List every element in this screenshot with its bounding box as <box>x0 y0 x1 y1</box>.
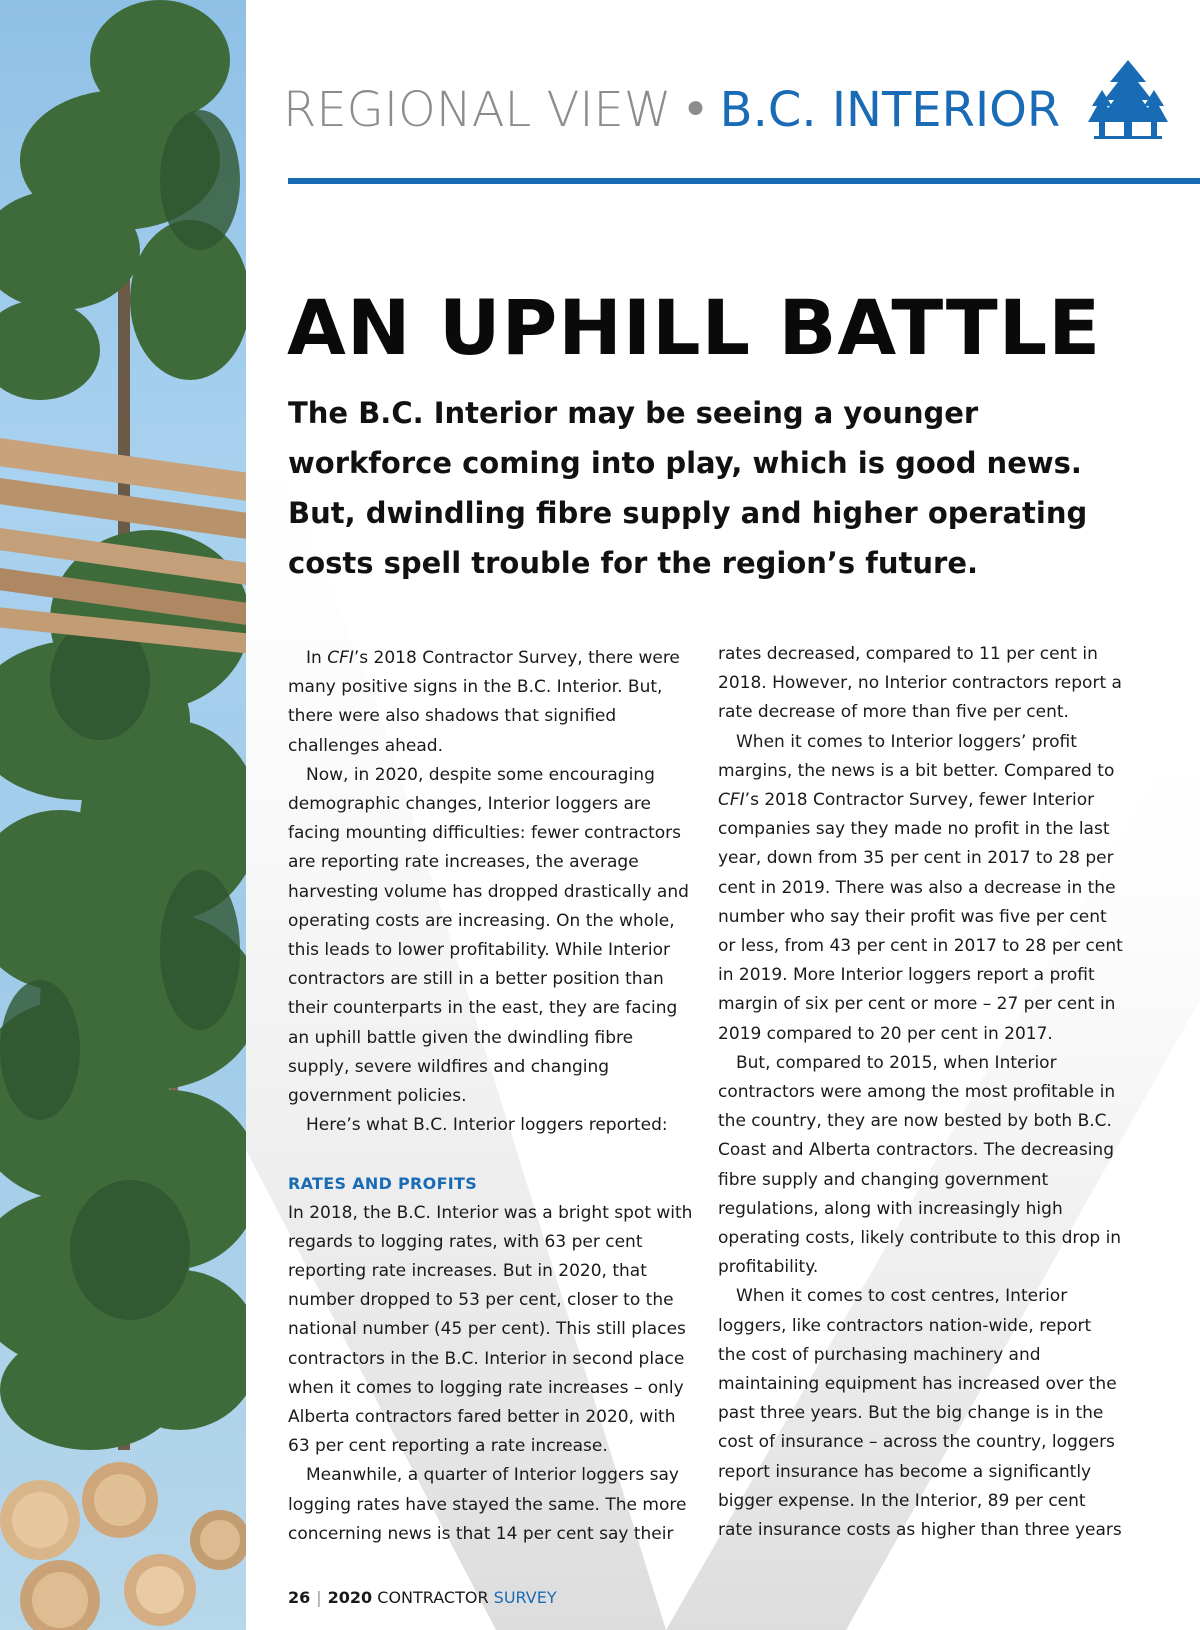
paragraph <box>718 728 1123 1049</box>
body-column-left <box>288 644 693 1549</box>
article-title: AN UPHILL BATTLE <box>287 283 1102 372</box>
footer-separator: | <box>316 1588 322 1607</box>
page-number: 26 <box>288 1588 311 1607</box>
section-label: REGIONAL VIEW <box>283 82 672 138</box>
forest-photo-illustration <box>0 0 246 1630</box>
paragraph: In 2018, the B.C. Interior was a bright spot with regards to logging rates, with 63 per cent reporting rate increases. But in 2020, that number dropped to 53 per cent, closer to the national number (45 per cent). This still places contractors in the B.C. Interior in second place when it comes to logging rate increases – only Alberta contractors fared better in 2020, with 63 per cent reporting a rate increase. <box>288 1202 693 1457</box>
header-rule <box>288 178 1200 184</box>
publication-name: CFI <box>327 648 354 668</box>
paragraph: Now, in 2020, despite some encouraging demographic changes, Interior loggers are facing mounting difficulties: fewer contractors are reporting rate increases, the average harvesting volume has dropped drastically and operating costs are increasing. On the whole, this leads to lower profitability. While Interior contractors are still in a better position than their counterparts in the east, they are facing an uphill battle given the dwindling fibre supply, severe wildfires and changing government policies. <box>288 764 689 1107</box>
section-separator: • <box>681 82 710 138</box>
footer-year: 2020 <box>327 1588 373 1607</box>
article-deck: The B.C. Interior may be seeing a younger workforce coming into play, which is good news. But, dwindling fibre supply and higher operating costs spell trouble for the region’s future. <box>288 396 1088 580</box>
forest-photo <box>0 0 246 1630</box>
pine-trees-icon <box>1088 60 1168 150</box>
region-label: B.C. INTERIOR <box>719 82 1061 138</box>
footer-label: CONTRACTOR <box>377 1588 489 1607</box>
publication-name: CFI <box>718 790 745 811</box>
paragraph: When it comes to cost centres, Interior loggers, like contractors nation-wide, report the cost of purchasing machinery and maintaining equipment has increased over the past three years. But the big change is in the cost of insurance – across the country, loggers report insurance has become a significantly bigger expense. In the Interior, 89 per cent rate insurance costs as higher than three years <box>718 1286 1122 1541</box>
text-span: ’s 2018 Contractor Survey, there were many positive signs in the B.C. Interior. But, there were also shadows that signified challenges ahead. <box>288 648 680 756</box>
subheading: RATES AND PROFITS <box>288 1174 478 1194</box>
text-span: In <box>306 648 328 668</box>
paragraph: Meanwhile, a quarter of Interior loggers say logging rates have stayed the same. The more concerning news is that 14 per cent say their <box>288 1465 687 1544</box>
paragraph <box>288 644 693 761</box>
page-footer <box>288 1588 557 1607</box>
body-column-right <box>718 640 1123 1545</box>
section-header <box>283 82 1060 162</box>
paragraph: rates decreased, compared to 11 per cent in 2018. However, no Interior contractors report a rate decrease of more than five per cent. <box>718 644 1122 723</box>
paragraph: But, compared to 2015, when Interior contractors were among the most profitable in the country, they are now bested by both B.C. Coast and Alberta contractors. The decreasing fibre supply and changing government regulations, along with increasingly high operating costs, likely contribute to this drop in profitability. <box>718 1052 1122 1278</box>
footer-label-blue: SURVEY <box>493 1588 557 1607</box>
text-span: When it comes to Interior loggers’ profit margins, the news is a bit better. Compared to <box>718 731 1115 781</box>
paragraph: Here’s what B.C. Interior loggers reported: <box>306 1115 668 1136</box>
text-span: ’s 2018 Contractor Survey, fewer Interior companies say they made no profit in the last year, down from 35 per cent in 2017 to 28 per cent in 2019. There was also a decrease in the number who say their profit was five per cent or less, from 43 per cent in 2017 to 28 per cent in 2019. More Interior loggers report a profit margin of six per cent or more – 27 per cent in 2019 compared to 20 per cent in 2017. <box>718 790 1123 1044</box>
